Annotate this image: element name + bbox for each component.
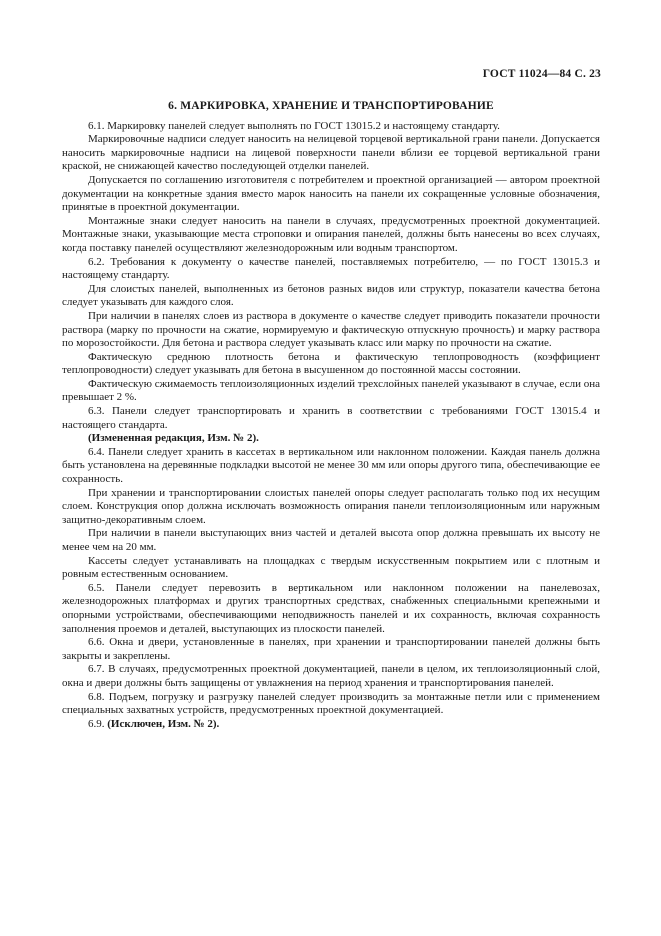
paragraph: 6.8. Подъем, погрузку и разгрузку панелей следует производить за монтажные петли или с применением специальных захватных устройств, предусмотренных проектной документацией. bbox=[62, 690, 600, 717]
paragraph-list bbox=[62, 120, 600, 732]
page-header: ГОСТ 11024—84 С. 23 bbox=[482, 68, 601, 80]
paragraph: Маркировочные надписи следует наносить на нелицевой торцевой вертикальной грани панели. Допускается наносить маркировочные надписи на лицевой поверхности панели вблизи ее торцевой вертикальной грани краской, не снижающей качество последующей отделки панелей. bbox=[62, 133, 600, 173]
paragraph: При хранении и транспортировании слоистых панелей опоры следует располагать только под их несущим слоем. Конструкция опор должна исключать возможность опирания панели теплоизоляционным или наружным защитно-декоративным слоем. bbox=[62, 486, 600, 526]
paragraph: (Измененная редакция, Изм. № 2). bbox=[88, 432, 259, 445]
paragraph: Монтажные знаки следует наносить на панели в случаях, предусмотренных проектной документацией. Монтажные знаки, указывающие места строповки и опирания панелей, должны быть нанесены во всех случаях, когда поставку панелей осуществляют железнодорожным или водным транспортом. bbox=[62, 214, 600, 254]
paragraph: 6.5. Панели следует перевозить в вертикальном или наклонном положении на панелевозах, железнодорожных платформах и других транспортных средствах, снабженных специальными крепежными и опорными устройствами, обеспечивающими неподвижность панелей и их сохранность, включая сохранность заполнения проемов и деталей, выступающих из плоскости панелей. bbox=[62, 581, 600, 635]
paragraph: Кассеты следует устанавливать на площадках с твердым искусственным покрытием или с плотным и ровным естественным основанием. bbox=[62, 554, 600, 581]
paragraph: Допускается по соглашению изготовителя с потребителем и проектной организацией — автором проектной документации на конкретные здания вместо марок наносить на панели их сокращенные условные обозначения, принятые в проектной документации. bbox=[62, 173, 600, 214]
paragraph: Для слоистых панелей, выполненных из бетонов разных видов или структур, показатели качества бетона следует указывать для каждого слоя. bbox=[62, 282, 600, 309]
paragraph: 6.9. (Исключен, Изм. № 2). bbox=[88, 717, 220, 730]
paragraph: 6.4. Панели следует хранить в кассетах в вертикальном или наклонном положении. Каждая панель должна быть установлена на деревянные подкладки высотой не менее 30 мм или опоры другого типа, обеспечивающие ее сохранность. bbox=[62, 445, 600, 486]
section-title: 6. МАРКИРОВКА, ХРАНЕНИЕ И ТРАНСПОРТИРОВАНИЕ bbox=[168, 100, 494, 112]
paragraph: 6.2. Требования к документу о качестве панелей, поставляемых потребителю, — по ГОСТ 13015.3 и настоящему стандарту. bbox=[62, 255, 600, 282]
paragraph: При наличии в панели выступающих вниз частей и деталей высота опор должна превышать их высоту не менее чем на 20 мм. bbox=[62, 527, 600, 553]
paragraph: Фактическую среднюю плотность бетона и фактическую теплопроводность (коэффициент теплопроводности) следует указывать для бетона в высушенном до постоянной массы состоянии. bbox=[62, 350, 600, 377]
paragraph: 6.1. Маркировку панелей следует выполнять по ГОСТ 13015.2 и настоящему стандарту. bbox=[88, 119, 500, 132]
document-body bbox=[62, 100, 600, 731]
paragraph: При наличии в панелях слоев из раствора в документе о качестве следует приводить показатели прочности раствора (марку по прочности на сжатие, нормируемую и фактическую отпускную прочность) и марку раствора по морозостойкости. Для бетона и раствора следует указывать класс или марку по прочности на сжатие. bbox=[62, 309, 600, 350]
paragraph: Фактическую сжимаемость теплоизоляционных изделий трехслойных панелей указывают в случае, если она превышает 2 %. bbox=[62, 377, 600, 404]
paragraph: 6.3. Панели следует транспортировать и хранить в соответствии с требованиями ГОСТ 13015.4 и настоящего стандарта. bbox=[62, 405, 600, 431]
paragraph: 6.6. Окна и двери, установленные в панелях, при хранении и транспортировании панелей должны быть закрыты и закреплены. bbox=[62, 636, 600, 662]
excluded-note: (Исключен, Изм. № 2). bbox=[107, 717, 220, 730]
paragraph: 6.7. В случаях, предусмотренных проектной документацией, панели в целом, их теплоизоляционный слой, окна и двери должны быть защищены от увлажнения на период хранения и транспортирования панелей. bbox=[62, 663, 600, 689]
